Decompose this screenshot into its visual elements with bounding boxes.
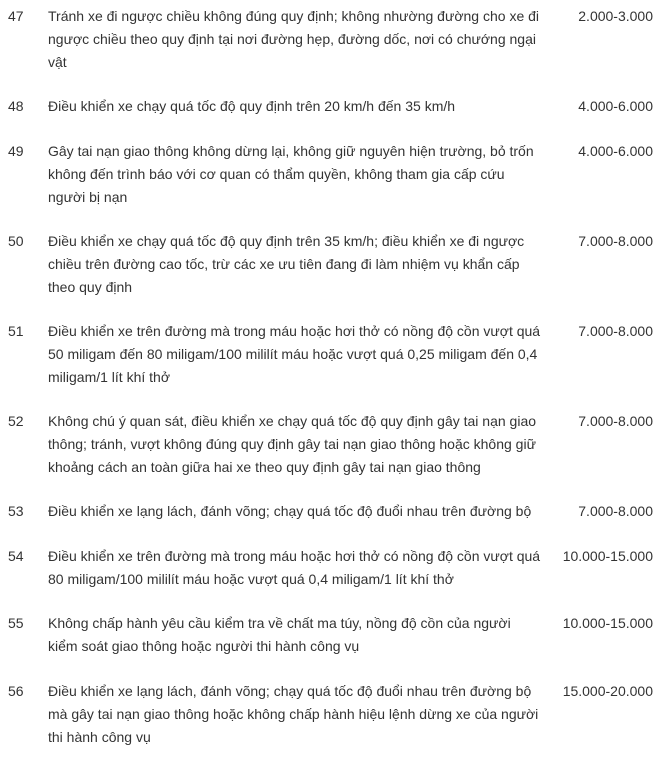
violation-description	[48, 140, 554, 209]
violation-description-line: thông; tránh, vượt không đúng quy định gây tai nạn giao thông hoặc không giữ	[48, 436, 536, 452]
table-row	[0, 545, 659, 590]
violation-description-line: kiểm soát giao thông hoặc người thi hành công vụ	[48, 638, 360, 654]
fine-amount: 7.000-8.000	[578, 233, 653, 249]
violation-description	[48, 320, 554, 389]
violation-description-line: 50 miligam đến 80 miligam/100 mililít máu hoặc vượt quá 0,25 miligam đến 0,4	[48, 346, 538, 362]
table-row	[0, 230, 659, 298]
row-number: 54	[8, 548, 24, 564]
violation-description-line: Không chú ý quan sát, điều khiển xe chạy quá tốc độ quy định gây tai nạn giao	[48, 413, 537, 429]
violation-description-line: khoảng cách an toàn giữa hai xe theo quy định gây tai nạn giao thông	[48, 459, 481, 475]
table-row	[0, 5, 659, 73]
violation-description-line: Điều khiển xe trên đường mà trong máu hoặc hơi thở có nồng độ cồn vượt quá	[48, 548, 541, 564]
table-row	[0, 612, 659, 657]
row-number: 56	[8, 683, 24, 699]
violation-description-line: ngược chiều theo quy định tại nơi đường hẹp, đường dốc, nơi có chướng ngại	[48, 31, 536, 47]
violation-description-line: miligam/1 lít khí thở	[48, 369, 170, 385]
violation-description	[48, 612, 554, 658]
row-number: 51	[8, 323, 24, 339]
fine-amount: 7.000-8.000	[578, 323, 653, 339]
row-number: 52	[8, 413, 24, 429]
violation-description-line: không đến trình báo với cơ quan có thẩm quyền, không tham gia cấp cứu	[48, 166, 505, 182]
violation-description-line: Gây tai nạn giao thông không dừng lại, không giữ nguyên hiện trường, bỏ trốn	[48, 143, 534, 159]
violation-description-line: Điều khiển xe chạy quá tốc độ quy định trên 35 km/h; điều khiển xe đi ngược	[48, 233, 525, 249]
violation-description-line: chiều trên đường cao tốc, trừ các xe ưu tiên đang đi làm nhiệm vụ khẩn cấp	[48, 256, 520, 272]
violation-description-line: mà gây tai nạn giao thông hoặc không chấp hành hiệu lệnh dừng xe của người	[48, 706, 539, 722]
row-number: 53	[8, 503, 24, 519]
violation-description	[48, 410, 554, 479]
violation-description-line: vật	[48, 54, 67, 70]
fine-amount: 10.000-15.000	[562, 548, 653, 564]
violation-description-line: theo quy định	[48, 279, 133, 295]
table-row	[0, 500, 659, 523]
violation-description-line: Điều khiển xe chạy quá tốc độ quy định trên 20 km/h đến 35 km/h	[48, 98, 456, 114]
violation-description-line: Tránh xe đi ngược chiều không đúng quy định; không nhường đường cho xe đi	[48, 8, 540, 24]
fine-amount: 4.000-6.000	[578, 143, 653, 159]
row-number: 50	[8, 233, 24, 249]
violation-description-line: người bị nạn	[48, 189, 128, 205]
table-row	[0, 95, 659, 118]
violation-description	[48, 500, 554, 523]
violation-description-line: Điều khiển xe lạng lách, đánh võng; chạy quá tốc độ đuổi nhau trên đường bộ	[48, 503, 532, 519]
fine-amount: 7.000-8.000	[578, 503, 653, 519]
violation-description	[48, 680, 554, 749]
violation-description	[48, 230, 554, 299]
fine-amount: 2.000-3.000	[578, 8, 653, 24]
violation-description	[48, 545, 554, 591]
row-number: 55	[8, 615, 24, 631]
fine-amount: 7.000-8.000	[578, 413, 653, 429]
table-row	[0, 320, 659, 388]
row-number: 49	[8, 143, 24, 159]
violation-description-line: 80 miligam/100 mililít máu hoặc vượt quá 0,4 miligam/1 lít khí thở	[48, 571, 454, 587]
fine-amount: 4.000-6.000	[578, 98, 653, 114]
violation-description-line: Điều khiển xe lạng lách, đánh võng; chạy quá tốc độ đuổi nhau trên đường bộ	[48, 683, 532, 699]
table-row	[0, 140, 659, 208]
row-number: 47	[8, 8, 24, 24]
row-number: 48	[8, 98, 24, 114]
violation-description	[48, 95, 554, 118]
violation-description	[48, 5, 554, 74]
violation-description-line: Không chấp hành yêu cầu kiểm tra về chất ma túy, nồng độ cồn của người	[48, 615, 511, 631]
table-row	[0, 410, 659, 478]
violation-description-line: thi hành công vụ	[48, 729, 151, 745]
fine-amount: 15.000-20.000	[562, 683, 653, 699]
table-row	[0, 680, 659, 748]
fine-amount: 10.000-15.000	[562, 615, 653, 631]
violation-description-line: Điều khiển xe trên đường mà trong máu hoặc hơi thở có nồng độ cồn vượt quá	[48, 323, 541, 339]
